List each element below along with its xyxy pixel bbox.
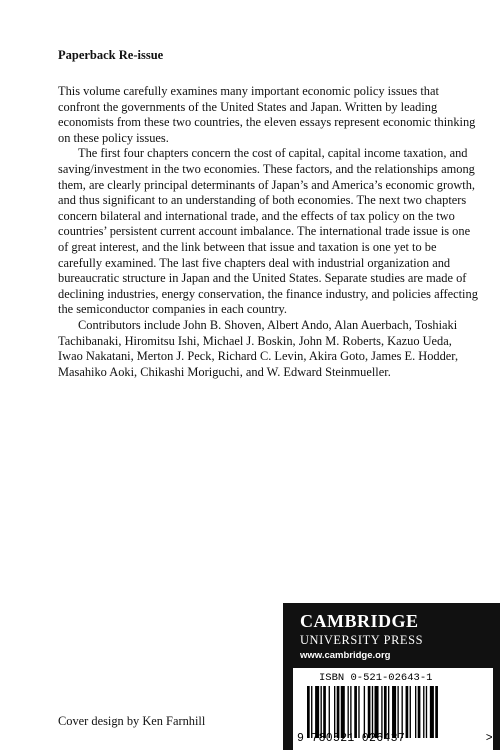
cover-design-credit: Cover design by Ken Farnhill [58, 714, 206, 728]
barcode-marker: > [485, 732, 493, 745]
blurb-paragraph-chapters: The first four chapters concern the cost of capital, capital income taxation, and saving/investment in the two economies. These factors, and the relationships among them, are clearly principal determinants of Japan’s and America’s economic growth, and thus significant to an understanding of both economies. The next two chapters concern bilateral and international trade, and the effects of tax policy on the two countries’ persistent current account imbalance. The international trade issue is one of great interest, and the link between that issue and taxation is one yet to be carefully examined. The last five chapters deal with industrial organization and bureaucratic structure in Japan and the United States. Separate studies are made of declining industries, energy conservation, the finance industry, and policies affecting the semiconductor companies in each country. [58, 146, 478, 317]
publisher-logo: CAMBRIDGE [300, 611, 419, 631]
barcode-number [297, 732, 493, 745]
section-heading: Paperback Re-issue [58, 48, 164, 62]
publisher-block [283, 603, 500, 750]
blurb-paragraph-contributors: Contributors include John B. Shoven, Albert Ando, Alan Auerbach, Toshiaki Tachibanaki, Hiromitsu Ishi, Michael J. Boskin, John M. Roberts, Kazuo Ueda, Iwao Nakatani, Merton J. Peck, Richard C. Levin, Akira Goto, James E. Hodder, Masahiko Aoki, Chikashi Moriguchi, and W. Edward Steinmueller. [58, 317, 459, 379]
blurb-text [58, 84, 478, 380]
publisher-website: www.cambridge.org [300, 650, 391, 661]
isbn-label: ISBN 0-521-02643-1 [319, 672, 433, 684]
blurb-paragraph-intro: This volume carefully examines many important economic policy issues that confront the governments of the United States and Japan. Written by leading economists from these two countries, the eleven essays represent economic thinking on these policy issues. [58, 84, 476, 145]
publisher-subtitle: UNIVERSITY PRESS [300, 633, 424, 647]
barcode-panel [293, 668, 493, 750]
barcode-icon [305, 686, 489, 738]
barcode-digits: 9 780521 026437 [297, 732, 406, 745]
